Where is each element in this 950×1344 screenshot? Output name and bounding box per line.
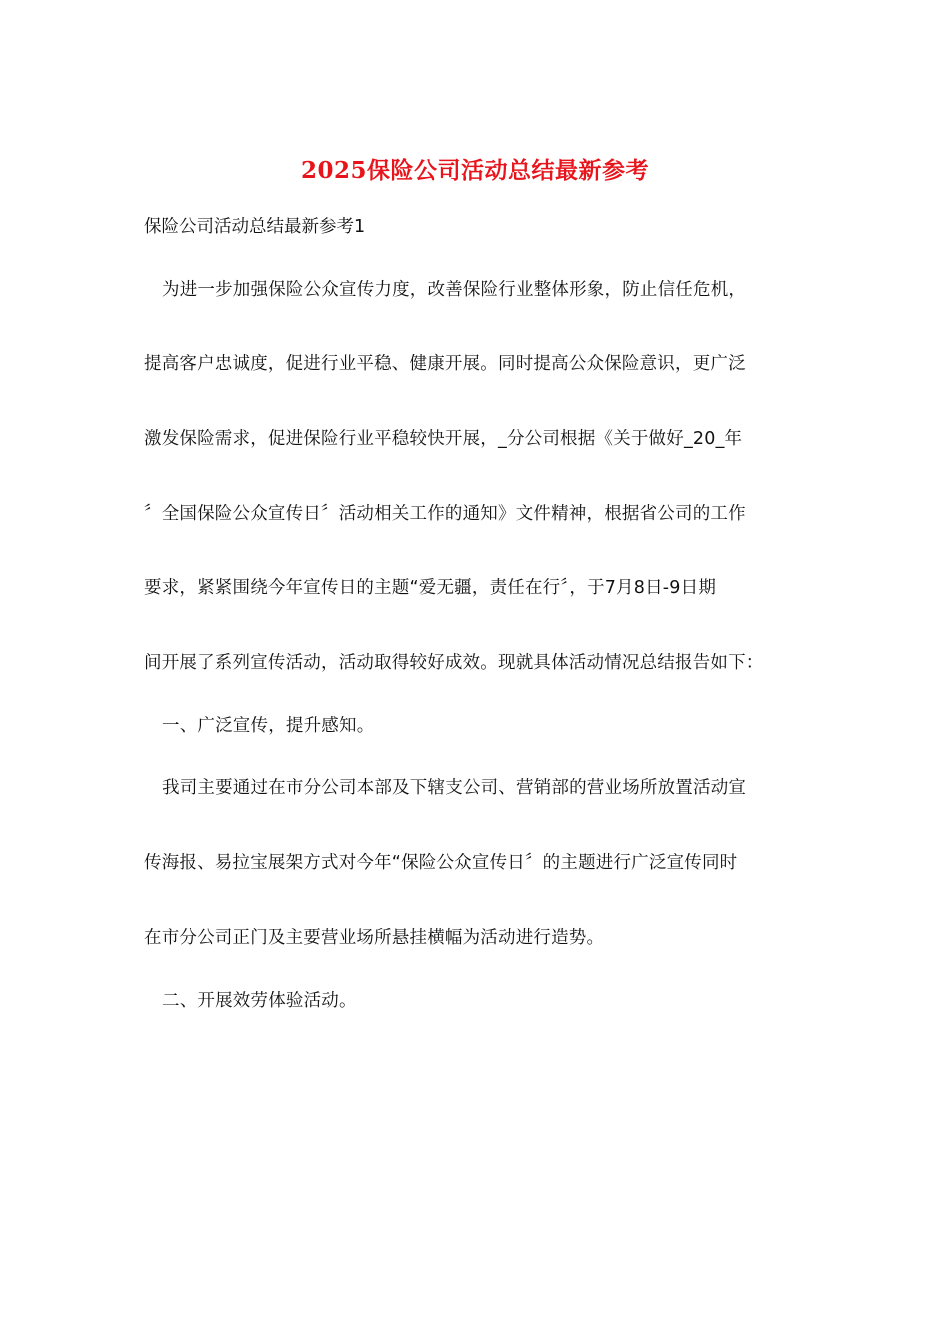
section-heading: 一、广泛宣传，提升感知。 — [162, 716, 375, 736]
paragraph-line: 在市分公司正门及主要营业场所悬挂横幅为活动进行造势。 — [144, 928, 605, 948]
document-title: 2025保险公司活动总结最新参考 — [300, 157, 649, 184]
section-heading: 二、开展效劳体验活动。 — [162, 991, 357, 1011]
paragraph-line: 提高客户忠诚度，促进行业平稳、健康开展。同时提高公众保险意识，更广泛 — [144, 354, 746, 374]
paragraph-line: 激发保险需求，促进保险行业平稳较快开展，_分公司根据《关于做好_20_年 — [144, 429, 743, 449]
paragraph-line: 要求，紧紧围绕今年宣传日的主题“爱无疆，责任在行〞，于7月8日-9日期 — [144, 578, 717, 598]
paragraph-line: 为进一步加强保险公众宣传力度，改善保险行业整体形象，防止信任危机， — [162, 280, 747, 300]
paragraph-line: 〞全国保险公众宣传日〞活动相关工作的通知》文件精神，根据省公司的工作 — [144, 504, 746, 524]
document-subtitle: 保险公司活动总结最新参考1 — [144, 217, 366, 237]
paragraph-line: 间开展了系列宣传活动，活动取得较好成效。现就具体活动情况总结报告如下： — [144, 653, 764, 673]
paragraph-line: 我司主要通过在市分公司本部及下辖支公司、营销部的营业场所放置活动宣 — [162, 778, 747, 798]
paragraph-line: 传海报、易拉宝展架方式对今年“保险公众宣传日〞的主题进行广泛宣传同时 — [144, 853, 738, 873]
